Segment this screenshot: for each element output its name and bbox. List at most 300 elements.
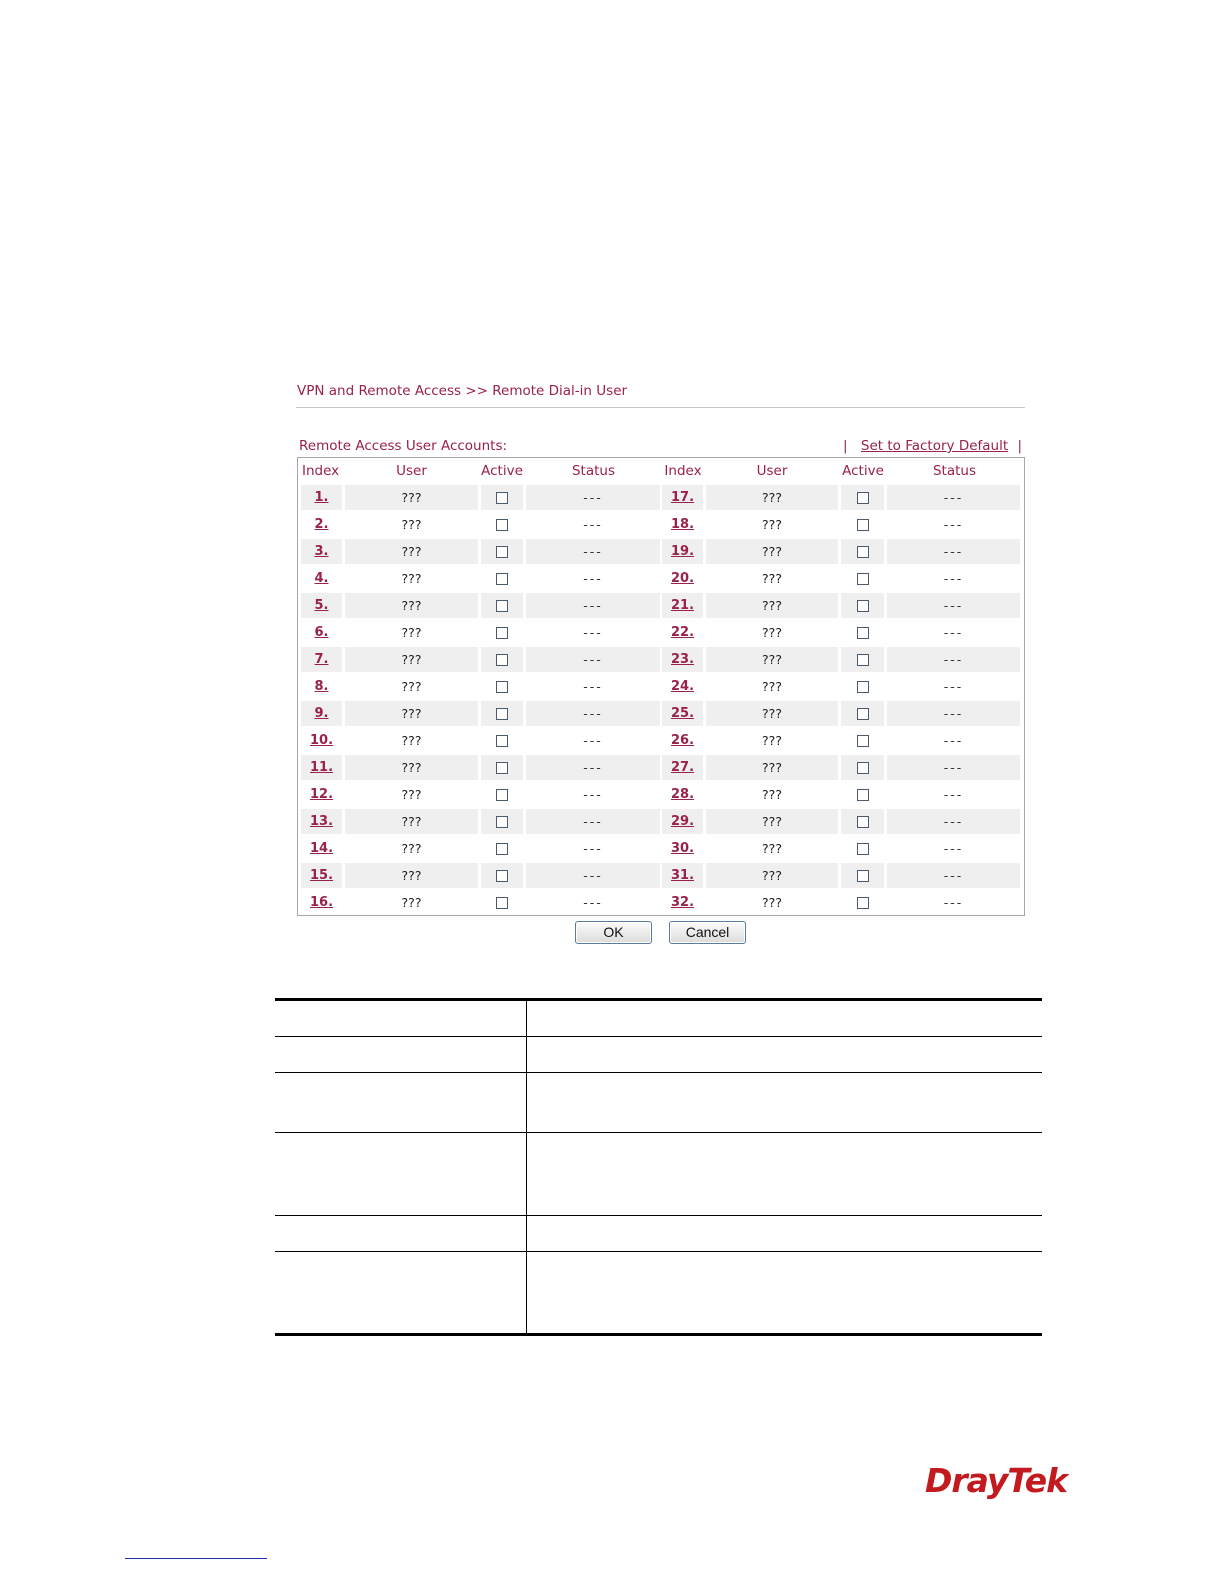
table-rule [275,1215,1042,1216]
status-cell [526,701,660,726]
status-value: --- [583,706,603,721]
user-name: ??? [401,625,422,640]
table-row [298,511,1024,538]
column-header-active: Active [842,463,884,479]
status-value: --- [943,814,964,829]
active-checkbox[interactable] [857,735,869,747]
status-cell [887,701,1020,726]
status-value: --- [583,598,603,613]
user-cell [706,566,838,591]
index-cell [662,755,703,780]
active-cell [841,890,884,915]
status-cell [887,863,1020,888]
user-accounts-table [297,457,1025,916]
user-cell [345,647,478,672]
active-checkbox[interactable] [496,735,508,747]
user-index-link[interactable]: 3. [314,544,329,559]
user-cell [706,836,838,861]
active-cell [481,836,523,861]
table-row [298,646,1024,673]
table-row [298,565,1024,592]
status-value: --- [943,544,964,559]
status-value: --- [583,868,603,883]
user-index-link[interactable]: 9. [314,706,329,721]
user-index-link[interactable]: 14. [309,841,334,856]
status-cell [887,728,1020,753]
active-checkbox[interactable] [857,546,869,558]
active-checkbox[interactable] [857,654,869,666]
column-header-active: Active [481,463,523,479]
column-header-index: Index [302,463,340,479]
status-value: --- [943,760,964,775]
active-cell [841,485,884,510]
active-checkbox[interactable] [496,627,508,639]
active-cell [841,863,884,888]
status-value: --- [583,544,603,559]
active-checkbox[interactable] [857,627,869,639]
active-cell [481,647,523,672]
active-cell [481,539,523,564]
user-index-link[interactable]: 26. [670,733,695,748]
status-cell [526,647,660,672]
active-checkbox[interactable] [496,546,508,558]
status-value: --- [583,490,603,505]
status-cell [526,593,660,618]
active-checkbox[interactable] [857,816,869,828]
table-row [298,673,1024,700]
table-row [298,592,1024,619]
status-value: --- [943,787,964,802]
user-cell [345,701,478,726]
index-cell [662,674,703,699]
index-cell [662,485,703,510]
user-cell [345,863,478,888]
active-cell [841,620,884,645]
user-index-link[interactable]: 1. [314,490,329,505]
user-name: ??? [401,652,422,667]
status-cell [887,782,1020,807]
status-value: --- [943,679,964,694]
table-rule [275,1036,1042,1037]
index-cell [662,863,703,888]
user-cell [706,728,838,753]
breadcrumb: VPN and Remote Access >> Remote Dial-in User [297,383,628,399]
active-cell [481,512,523,537]
user-name: ??? [401,517,422,532]
user-index-link[interactable]: 24. [670,679,695,694]
status-value: --- [583,679,603,694]
user-name: ??? [401,787,422,802]
index-cell [301,863,342,888]
index-cell [301,809,342,834]
index-cell [662,647,703,672]
status-cell [526,512,660,537]
active-checkbox[interactable] [857,573,869,585]
separator-right: | [1017,438,1022,454]
active-checkbox[interactable] [496,762,508,774]
status-cell [887,566,1020,591]
user-cell [345,512,478,537]
index-cell [662,620,703,645]
user-cell [345,755,478,780]
active-cell [481,728,523,753]
status-cell [887,674,1020,699]
active-cell [841,593,884,618]
status-cell [526,836,660,861]
table-row [298,484,1024,511]
active-cell [841,782,884,807]
status-cell [887,647,1020,672]
index-cell [662,809,703,834]
status-cell [526,485,660,510]
user-index-link[interactable]: 20. [670,571,695,586]
user-index-link[interactable]: 25. [670,706,695,721]
user-index-link[interactable]: 32. [670,895,695,910]
status-cell [526,566,660,591]
status-value: --- [943,517,964,532]
table-rule [275,1072,1042,1073]
active-checkbox[interactable] [857,762,869,774]
active-cell [841,755,884,780]
user-cell [345,836,478,861]
user-name: ??? [762,787,782,802]
active-cell [481,701,523,726]
column-header-status: Status [932,463,977,479]
index-cell [301,701,342,726]
user-index-link[interactable]: 19. [670,544,695,559]
status-cell [526,782,660,807]
user-index-link[interactable]: 11. [309,760,334,775]
column-header-status: Status [571,463,616,479]
user-name: ??? [401,814,422,829]
active-cell [481,593,523,618]
table-row [298,754,1024,781]
status-cell [526,755,660,780]
active-cell [841,512,884,537]
index-cell [301,566,342,591]
index-cell [662,890,703,915]
index-cell [662,728,703,753]
active-checkbox[interactable] [857,492,869,504]
user-name: ??? [401,598,422,613]
user-index-link[interactable]: 2. [314,517,329,532]
user-cell [706,890,838,915]
footer-link-underline [125,1558,267,1559]
active-checkbox[interactable] [857,843,869,855]
user-name: ??? [401,706,422,721]
separator-left: | [843,438,848,454]
table-row [298,538,1024,565]
user-index-link[interactable]: 21. [670,598,695,613]
index-cell [301,728,342,753]
draytek-logo: DrayTek [925,1461,1068,1500]
active-checkbox[interactable] [496,897,508,909]
user-name: ??? [762,679,782,694]
user-cell [345,674,478,699]
status-cell [887,539,1020,564]
active-checkbox[interactable] [496,816,508,828]
table-row [298,862,1024,889]
user-name: ??? [401,679,422,694]
table-row [298,889,1024,916]
active-cell [481,782,523,807]
active-cell [481,755,523,780]
active-checkbox[interactable] [496,492,508,504]
user-name: ??? [762,814,782,829]
active-checkbox[interactable] [857,870,869,882]
user-index-link[interactable]: 15. [309,868,334,883]
status-value: --- [583,787,603,802]
user-index-link[interactable]: 5. [314,598,329,613]
user-cell [706,512,838,537]
table-row [298,781,1024,808]
user-index-link[interactable]: 18. [670,517,695,532]
column-header-user: User [756,463,788,479]
user-index-link[interactable]: 17. [670,490,695,505]
user-cell [345,539,478,564]
active-checkbox[interactable] [857,708,869,720]
active-checkbox[interactable] [496,573,508,585]
table-row [298,835,1024,862]
active-cell [481,566,523,591]
index-cell [301,512,342,537]
user-name: ??? [762,517,782,532]
status-cell [526,539,660,564]
index-cell [301,593,342,618]
status-cell [526,674,660,699]
index-cell [301,755,342,780]
status-value: --- [583,517,603,532]
user-cell [706,809,838,834]
set-to-factory-default-link[interactable]: Set to Factory Default [860,438,1009,454]
factory-default-bar [843,438,1022,454]
index-cell [301,647,342,672]
user-cell [345,485,478,510]
status-value: --- [943,598,964,613]
index-cell [301,890,342,915]
active-checkbox[interactable] [496,600,508,612]
active-cell [481,674,523,699]
user-index-link[interactable]: 12. [309,787,334,802]
status-value: --- [583,652,603,667]
status-cell [526,809,660,834]
active-checkbox[interactable] [496,681,508,693]
status-value: --- [583,895,603,910]
user-index-link[interactable]: 22. [670,625,695,640]
index-cell [662,782,703,807]
user-index-link[interactable]: 27. [670,760,695,775]
user-cell [706,485,838,510]
active-checkbox[interactable] [496,870,508,882]
active-checkbox[interactable] [496,708,508,720]
status-value: --- [943,733,964,748]
user-index-link[interactable]: 13. [309,814,334,829]
cancel-button[interactable]: Cancel [669,921,746,944]
status-value: --- [583,733,603,748]
user-name: ??? [401,868,422,883]
index-cell [301,836,342,861]
user-cell [706,755,838,780]
active-cell [841,674,884,699]
user-index-link[interactable]: 23. [670,652,695,667]
user-index-link[interactable]: 10. [309,733,334,748]
breadcrumb-divider [296,407,1025,408]
active-cell [841,647,884,672]
status-value: --- [943,841,964,856]
status-value: --- [943,652,964,667]
user-cell [706,782,838,807]
status-cell [887,512,1020,537]
status-value: --- [943,895,964,910]
ok-button[interactable]: OK [575,921,652,944]
column-header-user: User [396,463,427,479]
column-header-index: Index [664,463,702,479]
index-cell [301,620,342,645]
active-checkbox[interactable] [496,519,508,531]
user-cell [706,539,838,564]
user-cell [706,863,838,888]
user-index-link[interactable]: 16. [309,895,334,910]
user-index-link[interactable]: 28. [670,787,695,802]
active-cell [841,836,884,861]
user-cell [345,620,478,645]
active-checkbox[interactable] [857,897,869,909]
user-cell [345,728,478,753]
user-cell [345,782,478,807]
user-index-link[interactable]: 4. [314,571,329,586]
description-table [275,998,1042,1336]
user-cell [706,701,838,726]
status-cell [526,620,660,645]
status-cell [526,728,660,753]
user-name: ??? [762,733,782,748]
user-name: ??? [401,544,422,559]
active-checkbox[interactable] [496,654,508,666]
active-cell [481,620,523,645]
user-index-link[interactable]: 7. [314,652,329,667]
active-cell [841,539,884,564]
active-cell [841,809,884,834]
index-cell [662,566,703,591]
user-index-link[interactable]: 6. [314,625,329,640]
user-cell [345,809,478,834]
user-cell [706,647,838,672]
status-cell [887,755,1020,780]
user-name: ??? [762,841,782,856]
table-column-divider [526,998,527,1336]
table-row [298,808,1024,835]
active-checkbox[interactable] [857,789,869,801]
user-name: ??? [762,625,782,640]
active-cell [481,809,523,834]
index-cell [662,512,703,537]
user-name: ??? [401,841,422,856]
index-cell [662,539,703,564]
status-cell [526,863,660,888]
active-cell [481,485,523,510]
table-header [298,458,1024,484]
table-title: Remote Access User Accounts: [299,438,508,454]
status-value: --- [583,760,603,775]
table-rule [275,1251,1042,1252]
status-cell [526,890,660,915]
status-cell [887,809,1020,834]
user-index-link[interactable]: 30. [670,841,695,856]
user-name: ??? [762,598,782,613]
user-index-link[interactable]: 29. [670,814,695,829]
user-name: ??? [762,760,782,775]
index-cell [301,782,342,807]
user-cell [345,593,478,618]
index-cell [301,674,342,699]
active-checkbox[interactable] [857,519,869,531]
status-value: --- [583,571,603,586]
index-cell [662,701,703,726]
index-cell [662,593,703,618]
active-checkbox[interactable] [857,600,869,612]
table-row [298,727,1024,754]
index-cell [301,485,342,510]
status-value: --- [943,625,964,640]
status-value: --- [943,571,964,586]
user-name: ??? [762,490,782,505]
user-name: ??? [762,895,782,910]
status-value: --- [943,868,964,883]
status-value: --- [583,814,603,829]
user-name: ??? [762,652,782,667]
user-name: ??? [401,490,422,505]
user-name: ??? [762,571,782,586]
table-rule-bottom [275,1333,1042,1336]
table-row [298,619,1024,646]
user-cell [706,620,838,645]
status-cell [887,620,1020,645]
status-cell [887,890,1020,915]
user-name: ??? [401,571,422,586]
table-rule [275,1132,1042,1133]
user-cell [345,566,478,591]
table-rule-top [275,998,1042,1001]
status-cell [887,485,1020,510]
user-name: ??? [762,706,782,721]
status-value: --- [943,706,964,721]
user-name: ??? [401,760,422,775]
active-cell [481,890,523,915]
active-cell [481,863,523,888]
user-name: ??? [401,895,422,910]
active-checkbox[interactable] [857,681,869,693]
user-name: ??? [401,733,422,748]
status-value: --- [943,490,964,505]
user-name: ??? [762,868,782,883]
user-name: ??? [762,544,782,559]
active-checkbox[interactable] [496,789,508,801]
table-row [298,700,1024,727]
status-value: --- [583,841,603,856]
index-cell [662,836,703,861]
user-index-link[interactable]: 31. [670,868,695,883]
active-checkbox[interactable] [496,843,508,855]
user-cell [345,890,478,915]
index-cell [301,539,342,564]
active-cell [841,566,884,591]
user-index-link[interactable]: 8. [314,679,329,694]
active-cell [841,701,884,726]
status-cell [887,593,1020,618]
user-cell [706,674,838,699]
status-cell [887,836,1020,861]
active-cell [841,728,884,753]
